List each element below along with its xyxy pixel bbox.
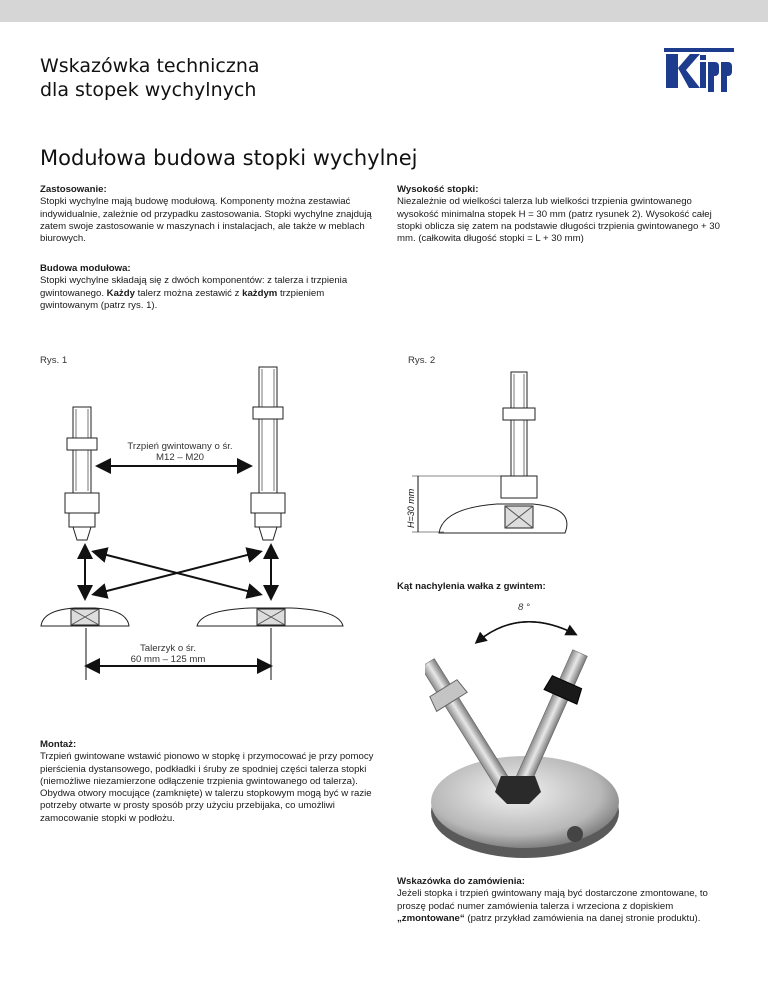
spindle-caption-line2: M12 – M20 (156, 452, 204, 463)
fig2-label: Rys. 2 (408, 355, 436, 366)
order-text-a: Jeżeli stopka i trzpień gwintowany mają być dostarczone zmontowane, to proszę podać numer zamówienia talerza i wrzeciona z dopiskiem (397, 888, 708, 912)
small-plate (41, 608, 129, 626)
order-text-b: (patrz przykład zamówienia na danej stronie produktu). (464, 912, 701, 924)
modular-text-b: talerz można zestawić z (134, 287, 243, 299)
tilt-illustration (425, 612, 645, 862)
angle-value: 8 ° (518, 602, 530, 613)
modular-label: Budowa modułowa: (40, 263, 131, 274)
section-heading: Modułowa budowa stopki wychylnej (40, 146, 418, 170)
document-title (40, 54, 260, 102)
modular-bold-b: każdym (242, 287, 278, 299)
height-text: Niezależnie od wielkości talerza lub wielkości trzpienia gwintowanego wysokość minimalna stopek H = 30 mm (patrz rysunek 2). Wysokość całej stopki oblicza się zatem na podstawie długości trzpienia gwintowanego + 30 mm. (całkowita długość stopki = L + 30 mm) (397, 196, 720, 245)
assembly-label: Montaż: (40, 739, 77, 750)
height-label: Wysokość stopki: (397, 184, 479, 195)
application-label: Zastosowanie: (40, 184, 107, 195)
title-line-1: Wskazówka techniczna (40, 55, 260, 77)
modular-text-c: trzpieniem gwintowanym (patrz rys. 1). (40, 287, 325, 311)
order-paragraph (397, 876, 727, 925)
fig2-drawing (392, 368, 572, 538)
height-dimension-text: H=30 mm (406, 488, 416, 528)
kipp-logo (664, 48, 734, 92)
angle-label: Kąt nachylenia wałka z gwintem: (397, 581, 546, 592)
large-plate (197, 608, 343, 626)
short-spindle (65, 407, 99, 540)
application-text: Stopki wychylne mają budowę modułową. Komponenty można zestawiać indywidualnie, zależnie od przypadku zastosowania. Stopki wychylne znajdują zatem swoje zastosowanie w maszynach i instalacjach, ale także w meblach biurowych. (40, 196, 372, 245)
plate-caption-line2: 60 mm – 125 mm (130, 654, 206, 665)
spindle-caption (100, 441, 260, 463)
order-bold: „zmontowane“ (397, 912, 465, 924)
top-bar (0, 0, 768, 22)
title-line-2: dla stopek wychylnych (40, 79, 257, 101)
modular-paragraph (40, 263, 350, 312)
height-paragraph (397, 184, 727, 245)
plate-caption-line1: Talerzyk o śr. (140, 643, 196, 654)
fig1-label: Rys. 1 (40, 355, 68, 366)
application-paragraph (40, 184, 375, 245)
assembly-paragraph (40, 739, 385, 825)
modular-bold-a: Każdy (106, 287, 135, 299)
plate-caption (88, 643, 248, 665)
modular-text-a: Stopki wychylne składają się z dwóch komponentów: z talerza i trzpienia gwintowanego. (40, 275, 348, 299)
spindle-caption-line1: Trzpień gwintowany o śr. (127, 441, 233, 452)
order-label: Wskazówka do zamówienia: (397, 876, 525, 887)
assembly-text: Trzpień gwintowane wstawić pionowo w stopkę i przymocować je przy pomocy pierścienia dystansowego, podkładki i śruby ze spodniej części talerza stopki (niemożliwe niezamierzone odłączenie trzpienia gwintowanego od talerza). Obydwa otwory mocujące (zamknięte) w talerzu stopkowym mogą być w razie potrzeby otwarte w prosty sposób przy użyciu przebijaka, co umożliwi zamocowanie stopki w podłożu. (40, 751, 374, 824)
